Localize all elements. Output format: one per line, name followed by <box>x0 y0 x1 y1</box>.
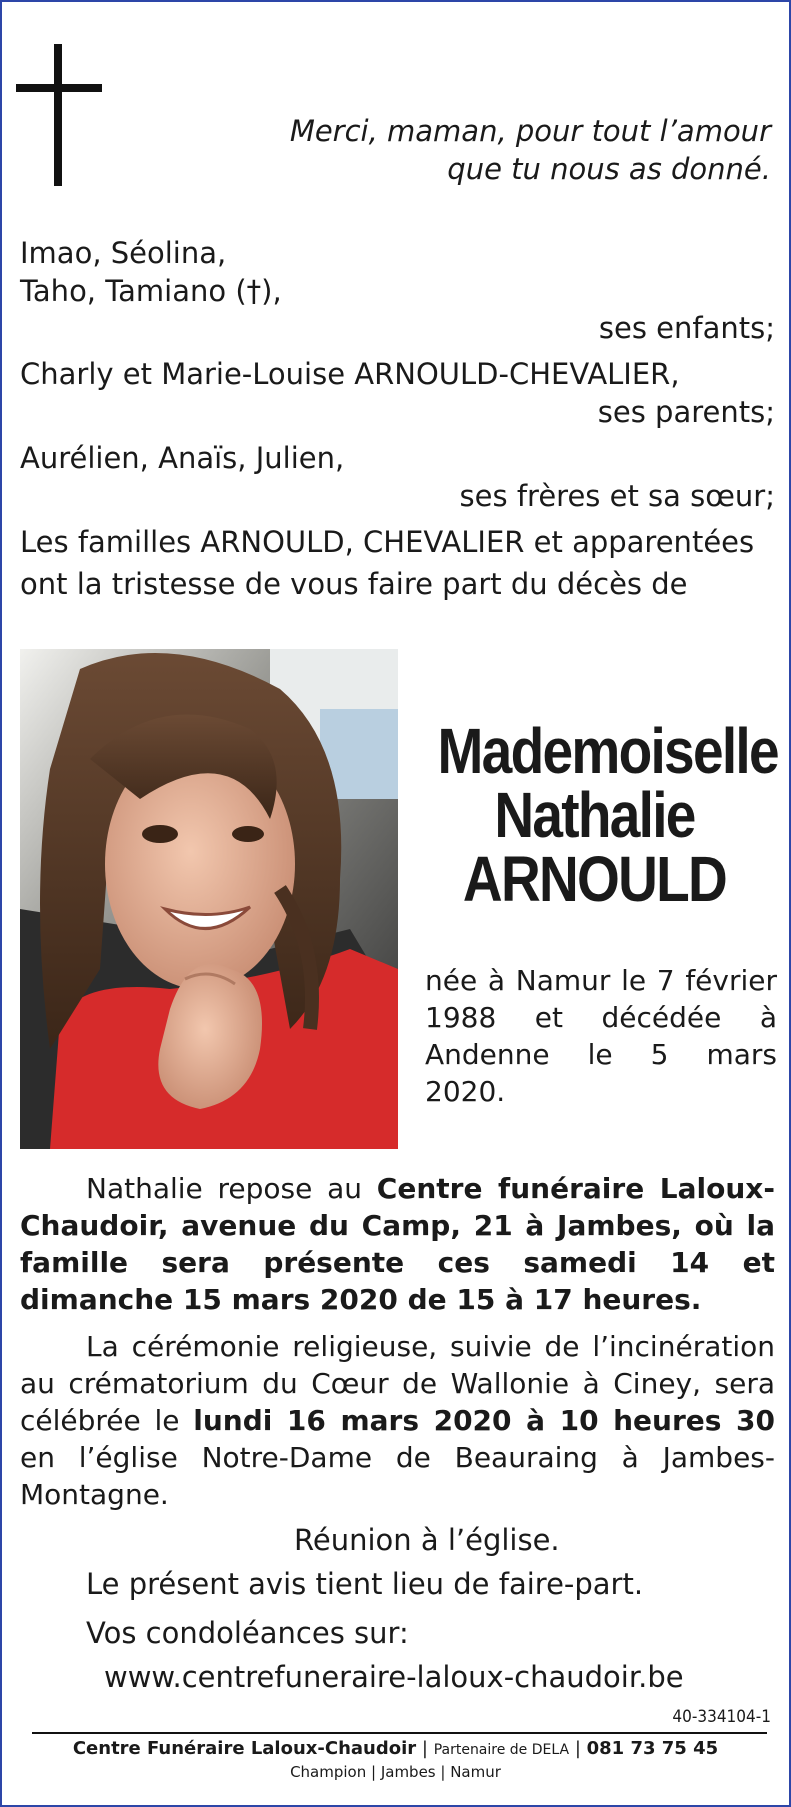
footer-phone: 081 73 75 45 <box>586 1738 719 1759</box>
siblings-names: Aurélien, Anaïs, Julien, <box>20 441 345 475</box>
siblings-role: ses frères et sa sœur; <box>459 479 775 513</box>
parents-role: ses parents; <box>597 395 775 429</box>
ceremony-location: en l’église Notre-Dame de Beauraing à Jambes-Montagne. <box>20 1441 775 1511</box>
epigraph <box>211 112 771 188</box>
epigraph-line: que tu nous as donné. <box>447 152 771 186</box>
ceremony-datetime: lundi 16 mars 2020 à 10 heures 30 <box>193 1404 775 1437</box>
families-line: ont la tristesse de vous faire part du décès de <box>20 567 688 601</box>
notice-reference: 40-334104-1 <box>672 1707 771 1727</box>
children-names: Taho, Tamiano (†), <box>20 274 282 308</box>
faire-part-notice: Le présent avis tient lieu de faire-part. <box>86 1567 644 1601</box>
birth-death-dates: née à Namur le 7 février 1988 et décédée à Andenne le 5 mars 2020. <box>425 964 777 1108</box>
children-names: Imao, Séolina, <box>20 236 227 270</box>
visitation-paragraph <box>20 1170 775 1318</box>
portrait-photo <box>20 649 398 1149</box>
footer-main <box>2 1737 789 1762</box>
condolences-website: www.centrefuneraire-laloux-chaudoir.be <box>104 1660 684 1694</box>
footer-separator: | <box>421 1738 434 1759</box>
deceased-first-name: Nathalie <box>494 779 695 851</box>
deceased-title: Mademoiselle <box>437 715 778 787</box>
cross-icon-bar <box>16 84 102 92</box>
parents-names: Charly et Marie-Louise ARNOULD-CHEVALIER, <box>20 357 680 391</box>
footer-divider <box>32 1732 767 1734</box>
footer-company: Centre Funéraire Laloux-Chaudoir <box>72 1738 417 1759</box>
families-line: Les familles ARNOULD, CHEVALIER et apparentées <box>20 525 755 559</box>
deceased-last-name: ARNOULD <box>462 843 727 915</box>
condolences-label: Vos condoléances sur: <box>86 1616 409 1650</box>
visitation-details: Centre funéraire Laloux-Chaudoir, avenue du Camp, 21 à Jambes, où la famille sera présente ces samedi 14 et dimanche 15 mars 2020 de 15 à 17 heures. <box>20 1172 775 1316</box>
footer-locations: Champion | Jambes | Namur <box>290 1763 501 1781</box>
ceremony-intro: La cérémonie religieuse, suivie de l’incinération au crématorium du Cœur de Wallonie à Ciney, sera célébrée le <box>20 1330 775 1437</box>
reunion-text: Réunion à l’église. <box>294 1523 560 1557</box>
epigraph-line: Merci, maman, pour tout l’amour <box>289 114 771 148</box>
cross-icon <box>54 44 62 186</box>
children-role: ses enfants; <box>598 311 775 345</box>
footer-separator: | <box>574 1738 587 1759</box>
ceremony-paragraph <box>20 1328 775 1513</box>
visitation-intro: Nathalie repose au <box>86 1172 377 1205</box>
footer-partner: Partenaire de DELA <box>433 1742 570 1758</box>
